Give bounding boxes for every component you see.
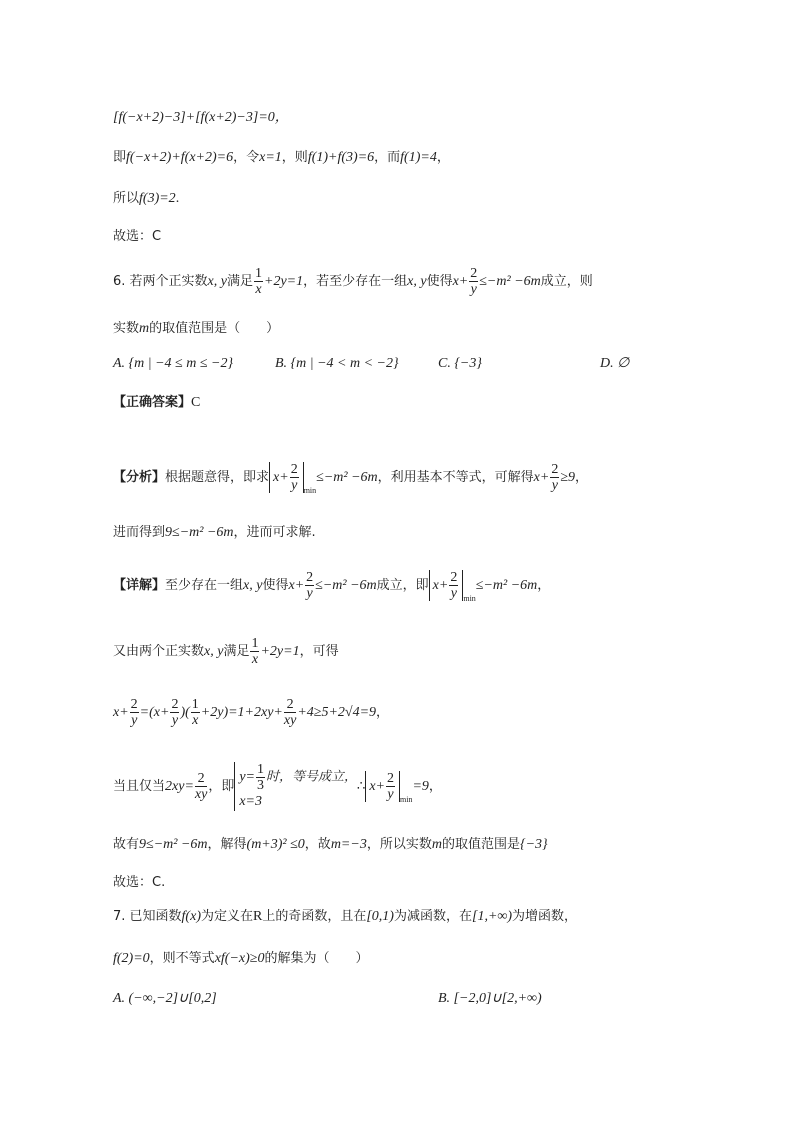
text: ，即: [208, 779, 235, 794]
text: 故有: [113, 837, 140, 852]
analysis-label: 【分析】: [113, 470, 166, 485]
equation: f(1)=4: [400, 150, 437, 165]
text: ，利用基本不等式，可解得: [377, 470, 534, 485]
text: ，解得: [207, 837, 247, 852]
text: ，: [376, 705, 390, 720]
equation: x+: [288, 578, 305, 593]
text-line-1: [113, 107, 289, 128]
text: ，进而可求解.: [233, 525, 316, 540]
equation: 9≤−m² −6m: [165, 525, 234, 540]
equation: x, y: [407, 274, 427, 289]
text: 为增函数，: [512, 909, 578, 924]
text: 的取值范围是: [441, 837, 520, 852]
bracket-expr: x+ $\frac{2}{y}$: [429, 570, 464, 601]
fraction: $\frac{2}{xy}$: [194, 771, 208, 802]
equation: xf(−x)≥0: [214, 951, 265, 966]
equation: +2y=1: [264, 274, 304, 289]
q7-option-a-text: A. (−∞,−2]∪[0,2]: [113, 991, 217, 1006]
text: 故选：C.: [113, 875, 166, 890]
text: 成立，即: [376, 578, 429, 593]
equation: ≤−m² −6m: [316, 470, 378, 485]
equation: m: [431, 837, 442, 852]
option-c-text: C. {−3}: [438, 356, 482, 371]
option-d[interactable]: [600, 355, 629, 372]
fraction: $\frac{2}{y}$: [130, 697, 138, 728]
text: 至少存在一组: [165, 578, 244, 593]
equation: 9≤−m² −6m: [139, 837, 208, 852]
detail-choice: [113, 872, 165, 893]
detail-equality-condition: [113, 762, 442, 811]
detail-line-2: [113, 636, 339, 667]
equation: f(3)=2: [139, 191, 176, 206]
equation: )(: [180, 705, 190, 720]
analysis-line-2: [113, 522, 316, 543]
text: ，若至少存在一组: [303, 274, 408, 289]
text: ，: [428, 779, 442, 794]
fraction: $\frac{1}{x}$: [255, 266, 262, 297]
text: ，故: [304, 837, 331, 852]
equation: f(2)=0: [113, 951, 150, 966]
option-b-text: B. {m | −4 < m < −2}: [275, 356, 399, 371]
subscript-min: min: [463, 594, 476, 603]
text: ，: [436, 150, 450, 165]
equation: x, y: [204, 644, 224, 659]
therefore-symbol: ∴: [357, 779, 366, 794]
text: ，而: [374, 150, 401, 165]
equation: {−3}: [519, 837, 548, 852]
text: 即: [113, 150, 127, 165]
equation: ≤−m² −6m: [479, 274, 541, 289]
equation: [1,+∞): [472, 909, 513, 924]
bracket-expr: x+ $\frac{2}{y}$: [365, 771, 400, 802]
question-6-stem-cont: [113, 318, 279, 339]
answer-value: C: [191, 395, 201, 410]
text: 的取值范围是（ ）: [149, 321, 280, 336]
detail-label: 【详解】: [113, 578, 166, 593]
text-line-4: [113, 226, 161, 247]
subscript-min: min: [303, 486, 317, 495]
text: 满足: [226, 274, 253, 289]
text: 的解集为（ ）: [264, 951, 369, 966]
option-b[interactable]: [275, 355, 399, 372]
fraction: $\frac{1}{x}$: [251, 636, 259, 667]
equation: +2y=1: [260, 644, 300, 659]
bracket-expr: x+ $\frac{2}{y}$: [269, 462, 304, 493]
text: ，令: [233, 150, 260, 165]
detail-equation-1: [113, 697, 389, 728]
equation: x=1: [259, 150, 282, 165]
text: 当且仅当: [113, 779, 166, 794]
equation: [0,1): [366, 909, 394, 924]
equation: f(x): [181, 909, 201, 924]
equation: f(1)+f(3)=6: [307, 150, 375, 165]
correct-answer: [113, 392, 200, 413]
question-7-stem: [113, 906, 577, 927]
q7-option-b[interactable]: [438, 990, 542, 1007]
text: ，: [537, 578, 551, 593]
text: 成立，则: [540, 274, 593, 289]
equation: R: [253, 909, 263, 924]
subscript-min: min: [399, 795, 413, 804]
text: 使得: [426, 274, 453, 289]
text: 为定义在: [200, 909, 253, 924]
text: 为减函数，在: [393, 909, 472, 924]
text: 又由两个正实数: [113, 644, 205, 659]
answer-label: 【正确答案】: [113, 395, 192, 410]
fraction: $\frac{1}{x}$: [191, 697, 199, 728]
q7-option-a[interactable]: [113, 990, 217, 1007]
equation: =(x+: [139, 705, 170, 720]
text: 7. 已知函数: [113, 909, 182, 924]
text-line-3: [113, 188, 179, 209]
equation-system: y= $\frac{1}{3}$ 时，等号成立， x=3: [234, 762, 357, 811]
text: ，则: [281, 150, 308, 165]
text: 进而得到: [113, 525, 166, 540]
text: ，可得: [299, 644, 339, 659]
question-6-stem: [113, 266, 593, 297]
fraction: $\frac{2}{y}$: [551, 462, 559, 493]
fraction: $\frac{2}{y}$: [171, 697, 179, 728]
text: ，则不等式: [149, 951, 215, 966]
question-7-stem-cont: [113, 948, 368, 969]
text: 所以: [113, 191, 140, 206]
equation: m=−3: [330, 837, 367, 852]
equation: x+: [533, 470, 550, 485]
equation: ≤−m² −6m: [475, 578, 538, 593]
text-line-2: [113, 147, 450, 168]
text: 满足: [223, 644, 250, 659]
equation: (m+3)² ≤0: [246, 837, 305, 852]
equation: ≥9: [560, 470, 576, 485]
equation: =9: [412, 779, 429, 794]
text: 6. 若两个正实数: [113, 274, 208, 289]
text: 故选：C: [113, 229, 162, 244]
q7-option-b-text: B. [−2,0]∪[2,+∞): [438, 991, 542, 1006]
detail-line-1: [113, 570, 550, 609]
equation: ≤−m² −6m: [315, 578, 377, 593]
text: 实数: [113, 321, 140, 336]
equation: x, y: [207, 274, 227, 289]
equation: x+: [452, 274, 469, 289]
text: ，所以实数: [366, 837, 432, 852]
text: 上的奇函数，且在: [262, 909, 367, 924]
analysis-line-1: [113, 462, 588, 501]
equation: f(−x+2)+f(x+2)=6: [126, 150, 234, 165]
text: 根据题意得，即求: [165, 470, 270, 485]
text: ，: [575, 470, 589, 485]
fraction: $\frac{2}{y}$: [306, 570, 314, 601]
equation: +4≥5+2√4=9: [297, 705, 377, 720]
option-a-text: A. {m | −4 ≤ m ≤ −2}: [113, 356, 234, 371]
equation: x+: [113, 705, 129, 720]
option-c[interactable]: [438, 355, 482, 372]
detail-conclusion: [113, 834, 548, 855]
equation: +2y)=1+2xy+: [200, 705, 283, 720]
equation: [f(−x+2)−3]+[f(x+2)−3]=0，: [113, 110, 289, 125]
fraction: $\frac{2}{xy}$: [283, 697, 297, 728]
fraction: $\frac{2}{y}$: [470, 266, 478, 297]
equation: x, y: [243, 578, 263, 593]
option-a[interactable]: [113, 355, 233, 372]
text: .: [175, 191, 180, 206]
equation: m: [139, 321, 150, 336]
equation: 2xy=: [165, 779, 194, 794]
text: 使得: [262, 578, 289, 593]
option-d-text: D. ∅: [600, 356, 630, 371]
